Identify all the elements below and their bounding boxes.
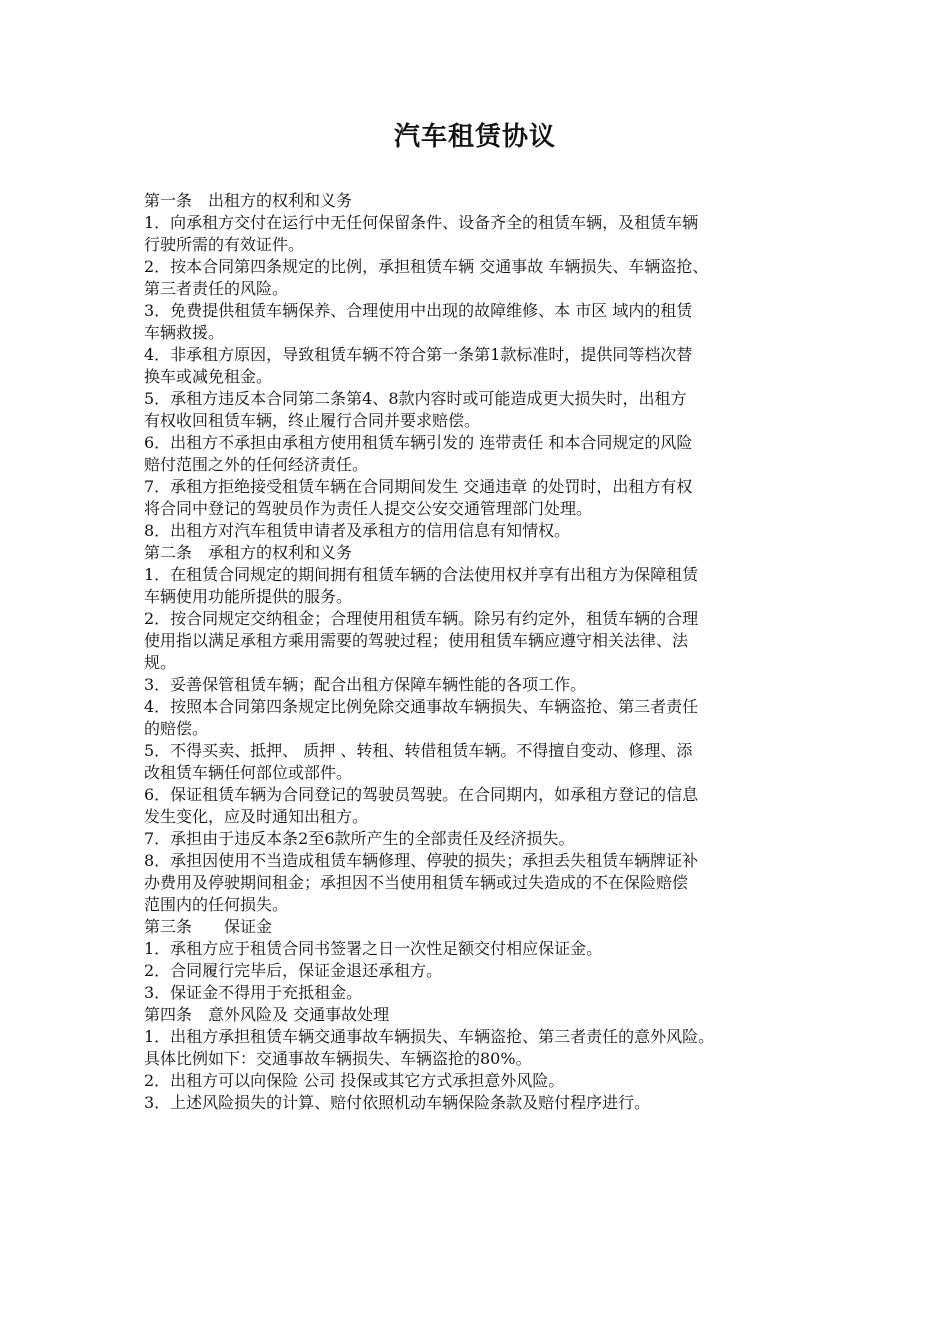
body-line: 车辆救援。	[144, 323, 225, 342]
body-line: 1．出租方承担租赁车辆交通事故车辆损失、车辆盗抢、第三者责任的意外风险。	[144, 1027, 715, 1046]
body-line: 3．保证金不得用于充抵租金。	[144, 983, 363, 1002]
body-line: 办费用及停驶期间租金；承担因不当使用租赁车辆或过失造成的不在保险赔偿	[144, 873, 689, 892]
body-line: 车辆使用功能所提供的服务。	[144, 587, 353, 606]
section-article-2	[144, 542, 834, 916]
section-article-4	[144, 1004, 834, 1114]
body-line: 6．保证租赁车辆为合同登记的驾驶员驾驶。在合同期内，如承租方登记的信息	[144, 785, 699, 804]
body-line: 4．按照本合同第四条规定比例免除交通事故车辆损失、车辆盗抢、第三者责任	[144, 697, 699, 716]
body-line: 7．承担由于违反本条2至6款所产生的全部责任及经济损失。	[144, 829, 575, 848]
body-line: 2．出租方可以向保险 公司 投保或其它方式承担意外风险。	[144, 1071, 565, 1090]
body-line: 范围内的任何损失。	[144, 895, 289, 914]
body-line: 行驶所需的有效证件。	[144, 235, 305, 254]
body-line: 3．上述风险损失的计算、赔付依照机动车辆保险条款及赔付程序进行。	[144, 1093, 651, 1112]
body-line: 5．不得买卖、抵押、 质押 、转租、转借租赁车辆。不得擅自变动、修理、添	[144, 741, 693, 760]
body-line: 改租赁车辆任何部位或部件。	[144, 763, 353, 782]
body-line: 5．承租方违反本合同第二条第4、8款内容时或可能造成更大损失时，出租方	[144, 389, 687, 408]
body-line: 换车或减免租金。	[144, 367, 273, 386]
body-line: 有权收回租赁车辆，终止履行合同并要求赔偿。	[144, 411, 481, 430]
body-line: 赔付范围之外的任何经济责任。	[144, 455, 369, 474]
section-article-1	[144, 190, 834, 542]
body-line: 1．向承租方交付在运行中无任何保留条件、设备齐全的租赁车辆，及租赁车辆	[144, 213, 699, 232]
body-line: 将合同中登记的驾驶员作为责任人提交公安交通管理部门处理。	[144, 499, 593, 518]
body-line: 的赔偿。	[144, 719, 209, 738]
body-line: 使用指以满足承租方乘用需要的驾驶过程；使用租赁车辆应遵守相关法律、法	[144, 631, 689, 650]
section-article-3	[144, 916, 834, 1004]
section-heading: 第三条 保证金	[144, 917, 273, 936]
body-line: 3．免费提供租赁车辆保养、合理使用中出现的故障维修、本 市区 域内的租赁	[144, 301, 693, 320]
section-heading: 第四条 意外风险及 交通事故处理	[144, 1005, 390, 1024]
body-line: 发生变化，应及时通知出租方。	[144, 807, 369, 826]
body-line: 第三者责任的风险。	[144, 279, 289, 298]
body-line: 规。	[144, 653, 177, 672]
section-heading: 第二条 承租方的权利和义务	[144, 543, 353, 562]
body-line: 1．承租方应于租赁合同书签署之日一次性足额交付相应保证金。	[144, 939, 603, 958]
body-line: 4．非承租方原因，导致租赁车辆不符合第一条第1款标准时，提供同等档次替	[144, 345, 693, 364]
body-line: 3．妥善保管租赁车辆；配合出租方保障车辆性能的各项工作。	[144, 675, 587, 694]
section-heading: 第一条 出租方的权利和义务	[144, 191, 353, 210]
document-title: 汽车租赁协议	[393, 122, 556, 152]
body-line: 8．承担因使用不当造成租赁车辆修理、停驶的损失；承担丢失租赁车辆牌证补	[144, 851, 699, 870]
body-line: 8．出租方对汽车租赁申请者及承租方的信用信息有知情权。	[144, 521, 571, 540]
body-line: 2．合同履行完毕后，保证金退还承租方。	[144, 961, 443, 980]
document-body	[144, 190, 834, 1114]
body-line: 具体比例如下：交通事故车辆损失、车辆盗抢的80%。	[144, 1049, 532, 1068]
body-line: 6．出租方不承担由承租方使用租赁车辆引发的 连带责任 和本合同规定的风险	[144, 433, 693, 452]
body-line: 7．承租方拒绝接受租赁车辆在合同期间发生 交通违章 的处罚时，出租方有权	[144, 477, 693, 496]
body-line: 1．在租赁合同规定的期间拥有租赁车辆的合法使用权并享有出租方为保障租赁	[144, 565, 699, 584]
body-line: 2．按本合同第四条规定的比例，承担租赁车辆 交通事故 车辆损失、车辆盗抢、	[144, 257, 709, 276]
body-line: 2．按合同规定交纳租金；合理使用租赁车辆。除另有约定外，租赁车辆的合理	[144, 609, 699, 628]
